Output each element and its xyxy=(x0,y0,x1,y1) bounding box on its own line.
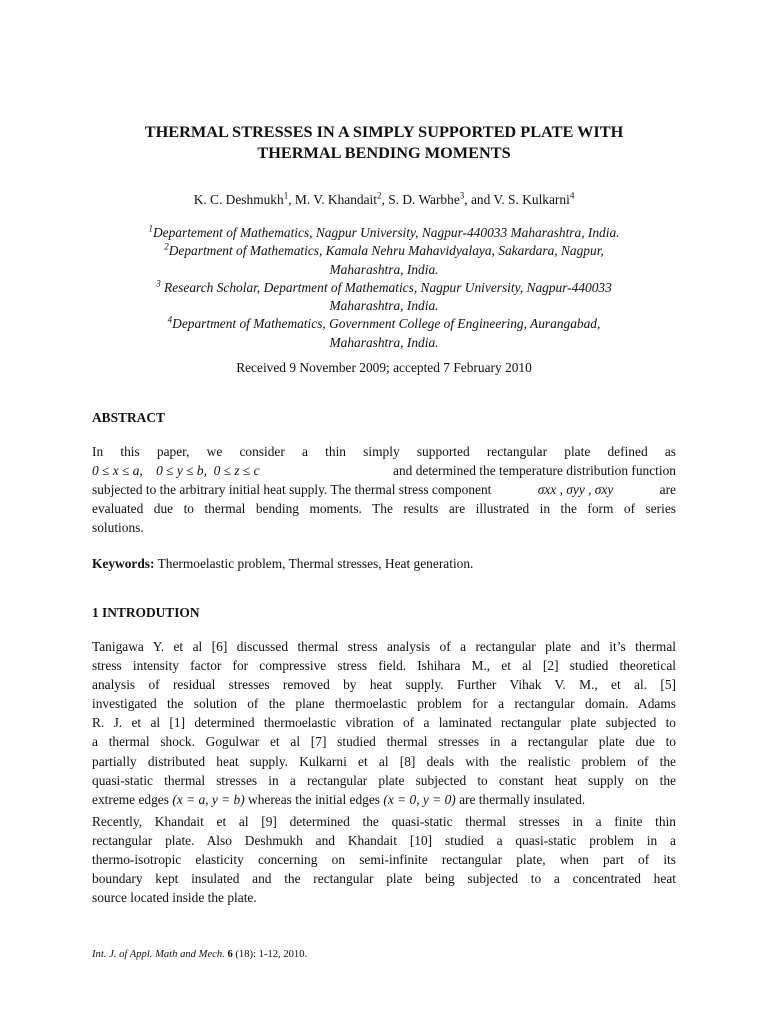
intro-line xyxy=(92,790,676,809)
author-separator: , xyxy=(288,192,295,207)
intro-line: boundary kept insulated and the rectangular plate being subjected to a concentrated heat xyxy=(92,871,676,887)
author-name: V. S. Kulkarni xyxy=(493,192,570,207)
author-name: M. V. Khandait xyxy=(294,192,377,207)
intro-line: R. J. et al [1] determined thermoelastic vibration of a laminated rectangular plate subjected to xyxy=(92,715,676,731)
abstract-text: subjected to the arbitrary initial heat supply. The thermal stress component xyxy=(92,482,492,498)
author-list xyxy=(92,191,676,209)
affiliation-3-cont: Maharashtra, India. xyxy=(329,298,439,314)
affiliation-text: Departement of Mathematics, Nagpur University, Nagpur-440033 Maharashtra, India. xyxy=(152,225,620,240)
intro-line: analysis of residual stresses removed by heat supply. Further Vihak V. M., et al. [5] xyxy=(92,677,676,693)
author-affiliation-mark: 4 xyxy=(569,190,575,201)
affiliation-number: 1 xyxy=(148,223,153,234)
affiliation-4 xyxy=(92,315,676,333)
introduction-paragraph-2 xyxy=(92,812,676,907)
intro-line: quasi-static thermal stresses in a rectangular plate subjected to constant heat supply on the xyxy=(92,772,676,788)
journal-name: Int. J. of Appl. Math and Mech. xyxy=(92,949,228,960)
abstract-line: evaluated due to thermal bending moments. The results are illustrated in the form of series xyxy=(92,501,676,517)
affiliation-2 xyxy=(92,242,676,260)
keywords-label: Keywords: xyxy=(92,556,155,571)
received-date: Received 9 November 2009; accepted 7 February 2010 xyxy=(236,360,532,375)
affiliation-4-cont: Maharashtra, India. xyxy=(329,334,439,350)
author-affiliation-mark: 3 xyxy=(459,190,465,201)
abstract-line xyxy=(92,480,676,499)
abstract-line: solutions. xyxy=(92,520,144,536)
keywords-text: Thermoelastic problem, Thermal stresses, Heat generation. xyxy=(154,556,474,571)
author-separator: , and xyxy=(464,192,494,207)
intro-line: stress intensity factor for compressive stress field. Ishihara M., et al [2] studied theoretical xyxy=(92,658,676,674)
affiliation-number: 4 xyxy=(167,315,173,326)
affiliation-text: Department of Mathematics, Government College of Engineering, Aurangabad, xyxy=(172,316,601,332)
affiliation-3 xyxy=(92,279,676,297)
affiliation-2-cont: Maharashtra, India. xyxy=(329,261,439,277)
paper-title xyxy=(92,121,676,163)
title-line-2: THERMAL BENDING MOMENTS xyxy=(257,143,511,162)
domain-inequality: 0 ≤ x ≤ a, 0 ≤ y ≤ b, 0 ≤ z ≤ c xyxy=(92,463,260,479)
intro-text: whereas the initial edges xyxy=(244,791,384,807)
title-line-1: THERMAL STRESSES IN A SIMPLY SUPPORTED PLATE WITH xyxy=(144,122,624,141)
affiliation-text: Department of Mathematics, Kamala Nehru Mahavidyalaya, Sakardara, Nagpur, xyxy=(168,243,604,259)
intro-line: investigated the solution of the plane thermoelastic problem for a rectangular domain. Adams xyxy=(92,696,676,712)
introduction-paragraph-1 xyxy=(92,637,676,809)
stress-components: σxx , σyy , σxy xyxy=(537,482,614,498)
edge-condition: (x = a, y = b) xyxy=(172,791,245,807)
intro-line: partially distributed heat supply. Kulkarni et al [8] deals with the realistic problem of the xyxy=(92,753,676,769)
intro-line: Recently, Khandait et al [9] determined the quasi-static thermal stresses in a finite thin xyxy=(92,814,676,829)
affiliation-text: Research Scholar, Department of Mathematics, Nagpur University, Nagpur-440033 xyxy=(160,279,612,295)
author-affiliation-mark: 1 xyxy=(283,190,289,201)
author-affiliation-mark: 2 xyxy=(377,190,382,201)
affiliation-number: 2 xyxy=(164,241,169,252)
intro-line: rectangular plate. Also Deshmukh and Khandait [10] studied a quasi-static problem in a xyxy=(92,833,676,849)
intro-line: thermo-isotropic elasticity concerning on semi-infinite rectangular plate, when part of its xyxy=(92,852,676,868)
abstract-body xyxy=(92,442,676,537)
keywords xyxy=(92,554,676,573)
edge-condition: (x = 0, y = 0) xyxy=(383,791,456,807)
journal-volume: 6 xyxy=(227,949,233,960)
abstract-heading: ABSTRACT xyxy=(92,410,165,425)
abstract-text: are xyxy=(659,482,676,498)
introduction-heading: 1 INTRODUTION xyxy=(92,605,200,620)
abstract-line xyxy=(92,461,676,480)
journal-issue-pages: (18): 1-12, 2010. xyxy=(232,949,308,960)
abstract-line: In this paper, we consider a thin simply supported rectangular plate defined as xyxy=(92,444,676,459)
author-name: S. D. Warbhe xyxy=(388,192,460,207)
intro-text: extreme edges xyxy=(92,791,173,807)
intro-line: Tanigawa Y. et al [6] discussed thermal stress analysis of a rectangular plate and it’s thermal xyxy=(92,639,676,654)
author-name: K. C. Deshmukh xyxy=(193,192,284,207)
intro-text: are thermally insulated. xyxy=(455,791,586,807)
affiliation-list xyxy=(92,224,676,352)
journal-footer xyxy=(92,949,307,960)
abstract-text: and determined the temperature distribution function xyxy=(393,463,676,479)
intro-line: a thermal shock. Gogulwar et al [7] studied thermal stresses in a rectangular plate due to xyxy=(92,734,676,750)
author-separator: , xyxy=(381,192,389,207)
affiliation-1 xyxy=(92,224,676,242)
intro-line: source located inside the plate. xyxy=(92,890,257,906)
affiliation-number: 3 xyxy=(156,278,161,289)
